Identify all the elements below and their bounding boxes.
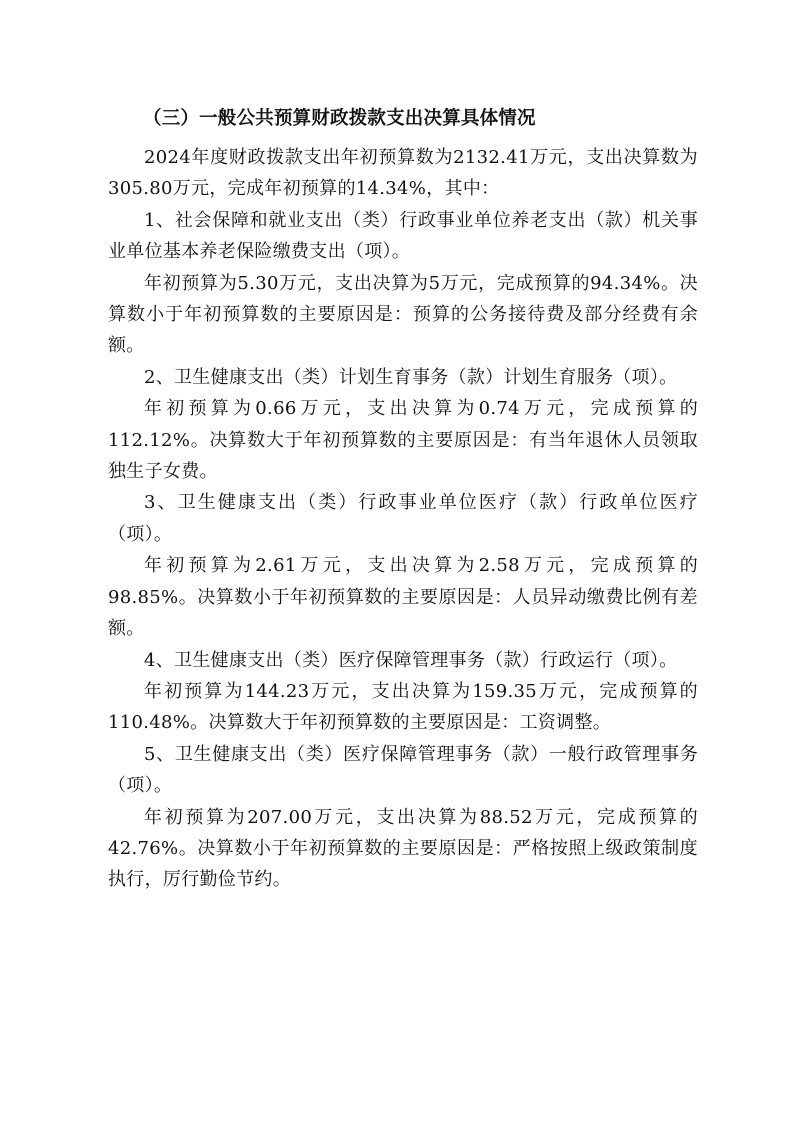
paragraph-item-1-detail: 年初预算为5.30万元，支出决算为5万元，完成预算的94.34%。决算数小于年初预算数的主要原因是：预算的公务接待费及部分经费有余额。 [108,272,698,357]
paragraph-item-2-heading: 2、卫生健康支出（类）计划生育事务（款）计划生育服务（项）。 [144,366,678,388]
paragraph-item-1-heading: 1、社会保障和就业支出（类）行政事业单位养老支出（款）机关事业单位基本养老保险缴费支出（项）。 [108,209,698,263]
paragraph-item-3-heading: 3、卫生健康支出（类）行政事业单位医疗（款）行政单位医疗（项）。 [108,492,698,545]
paragraph-item-4-detail: 年初预算为144.23万元，支出决算为159.35万元，完成预算的110.48%。决算数大于年初预算数的主要原因是：工资调整。 [108,680,698,734]
paragraph-overview: 2024年度财政拨款支出年初预算数为2132.41万元，支出决算数为305.80万元，完成年初预算的14.34%，其中： [108,147,698,200]
paragraph-item-5-heading: 5、卫生健康支出（类）医疗保障管理事务（款）一般行政管理事务（项）。 [108,743,698,797]
section-title: （三）一般公共预算财政拨款支出决算具体情况 [143,108,536,129]
paragraph-item-2-detail: 年初预算为0.66万元，支出决算为0.74万元，完成预算的112.12%。决算数大于年初预算数的主要原因是：有当年退休人员领取独生子女费。 [108,398,698,483]
paragraph-item-3-detail: 年初预算为2.61万元，支出决算为2.58万元，完成预算的98.85%。决算数小于年初预算数的主要原因是：人员异动缴费比例有差额。 [108,555,698,640]
document-body [108,142,698,896]
paragraph-item-4-heading: 4、卫生健康支出（类）医疗保障管理事务（款）行政运行（项）。 [144,649,678,671]
paragraph-item-5-detail: 年初预算为207.00万元，支出决算为88.52万元，完成预算的42.76%。决算数小于年初预算数的主要原因是：严格按照上级政策制度执行，厉行勤俭节约。 [108,806,698,891]
